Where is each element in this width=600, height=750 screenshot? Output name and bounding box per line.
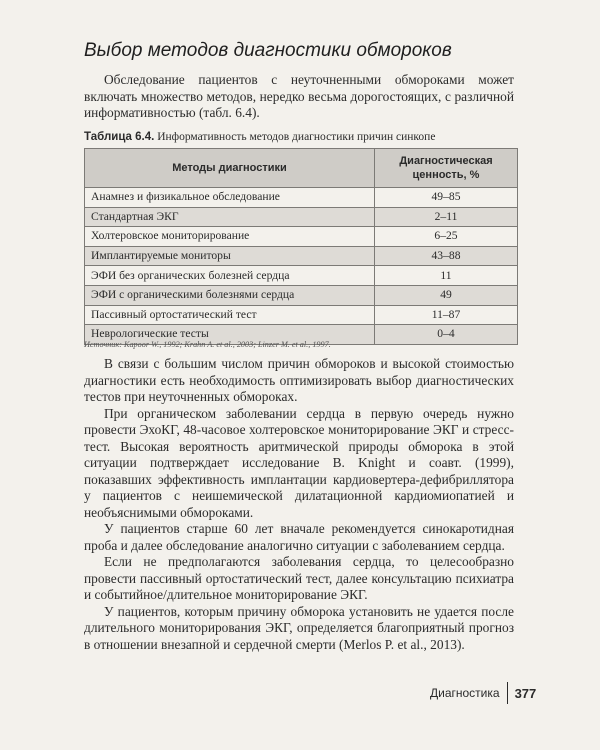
method-cell: Холтеровское мониторирование <box>85 227 375 247</box>
running-footer-chapter: Диагностика <box>430 686 500 700</box>
diagnostic-methods-table <box>84 148 518 345</box>
section-title: Выбор методов диагностики обмороков <box>84 40 452 61</box>
table-row <box>85 246 518 266</box>
column-header-methods: Методы диагностики <box>85 149 375 188</box>
value-cell: 43–88 <box>375 246 518 266</box>
table-row <box>85 285 518 305</box>
table-row <box>85 188 518 208</box>
method-cell: Имплантируемые мониторы <box>85 246 375 266</box>
body-text <box>84 356 514 653</box>
method-cell: ЭФИ без органических болезней сердца <box>85 266 375 286</box>
body-paragraph: При органическом заболевании сердца в первую очередь нужно провести ЭхоКГ, 48-часовое холтеровское мониторирование ЭКГ и стресс-тест. Высокая вероятность аритмической природы обморока в этой ситуации подтверждает исследование B. Knight и соавт. (1999), показавших эффективность имплантации кардиовертера-дефибриллятора у пациентов с неишемической дилатационной кардиомиопатией и необъяснимыми обмороками. <box>84 405 514 520</box>
body-paragraph: Если не предполагаются заболевания сердца, то целесообразно провести пассивный ортостатический тест, далее консультацию психиатра и событийное/длительное мониторирование ЭКГ. <box>84 554 514 602</box>
table-caption <box>84 130 524 144</box>
value-cell: 2–11 <box>375 207 518 227</box>
table-row <box>85 207 518 227</box>
value-cell: 49–85 <box>375 188 518 208</box>
value-cell: 11–87 <box>375 305 518 325</box>
table-source-note: Источник: Kapoor W., 1992; Krahn A. et al., 2003; Linzer M. et al., 1997. <box>84 340 331 349</box>
table-header-row <box>85 149 518 188</box>
footer-divider <box>507 682 508 704</box>
method-cell: Анамнез и физикальное обследование <box>85 188 375 208</box>
body-paragraph: В связи с большим числом причин обмороков и высокой стоимостью диагностики есть необходимость оптимизировать выбор диагностических тестов при неуточненных обмороках. <box>84 356 514 404</box>
table-row <box>85 227 518 247</box>
intro-paragraph: Обследование пациентов с неуточненными обмороками может включать множество методов, нередко весьма дорогостоящих, с различной информативностью (табл. 6.4). <box>84 72 514 120</box>
value-cell: 6–25 <box>375 227 518 247</box>
table-row <box>85 305 518 325</box>
method-cell: ЭФИ с органическими болезнями сердца <box>85 285 375 305</box>
table-caption-text: Информативность методов диагностики причин синкопе <box>157 131 436 143</box>
method-cell: Пассивный ортостатический тест <box>85 305 375 325</box>
method-cell: Неврологические тесты <box>85 325 375 345</box>
method-cell: Стандартная ЭКГ <box>85 207 375 227</box>
page-footer <box>430 682 536 704</box>
value-cell: 11 <box>375 266 518 286</box>
column-header-value: Диагностическая ценность, % <box>375 149 518 188</box>
value-cell: 0–4 <box>375 325 518 345</box>
page-number: 377 <box>514 685 537 701</box>
value-cell: 49 <box>375 285 518 305</box>
table-label: Таблица 6.4. <box>84 131 155 143</box>
table-row <box>85 266 518 286</box>
body-paragraph: У пациентов старше 60 лет вначале рекомендуется синокаротидная проба и далее обследование аналогично ситуации с заболеванием сердца. <box>84 521 514 553</box>
body-paragraph: У пациентов, которым причину обморока установить не удается после длительного мониторирования ЭКГ, определяется благоприятный прогноз в отношении внезапной и сердечной смерти (Merlos P. et al., 2013). <box>84 603 514 652</box>
